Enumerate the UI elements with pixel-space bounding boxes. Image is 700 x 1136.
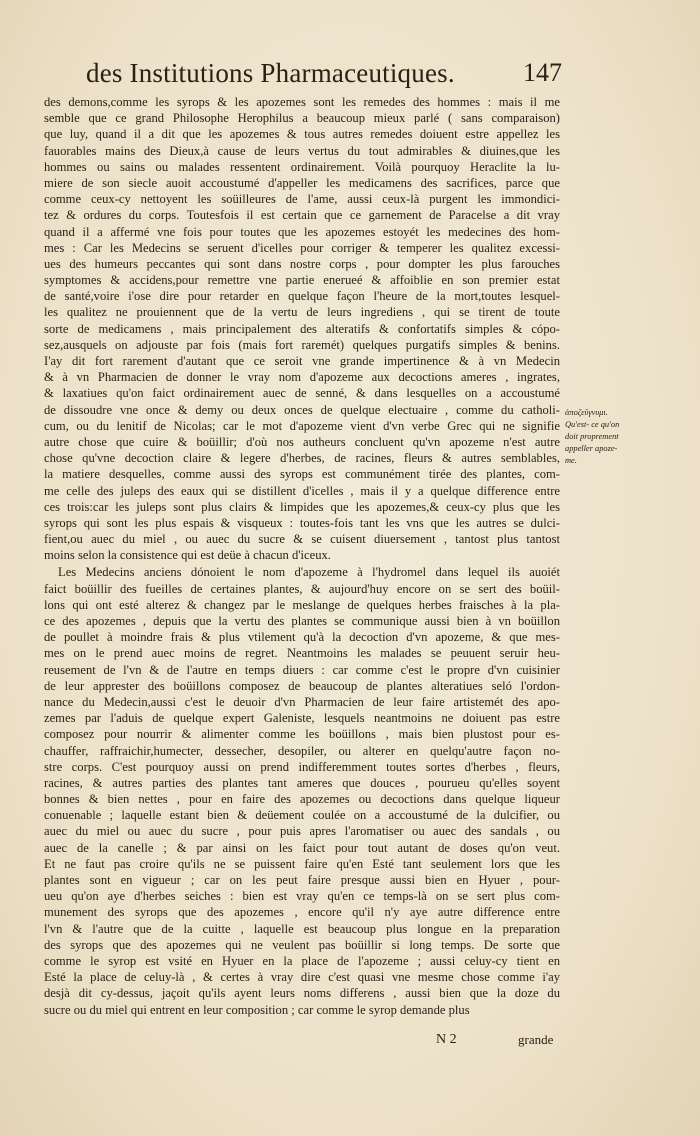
text-line: Les Medecins anciens dónoient le nom d'apozeme à l'hydromel dans lequel ils auoiét: [58, 565, 560, 580]
text-line: des syrops que des apozemes qui ne veulent pas boüillir si long temps. De sorte que: [44, 937, 560, 952]
margin-note-line: me.: [565, 456, 577, 465]
text-line: tez & ordures du corps. Toutesfois il est certain que ce garnement de Paracelse a dit vray: [44, 208, 560, 223]
catchword: grande: [518, 1032, 554, 1047]
text-line: symptomes & accidens,pour remettre vne partie enerueé & affoiblie en son premier estat: [44, 273, 560, 288]
margin-note-line: Qu'est- ce qu'on: [565, 420, 620, 429]
text-line: zemes par l'aduis de quelque expert Galeniste, lesquels neantmoins ne doiuent pas estre: [44, 711, 560, 726]
text-line: mes : Car les Medecins se seruent d'icelles pour corriger & temperer les qualitez excessi-: [44, 240, 560, 255]
text-line: chauffer, raffraichir,humecter, dessecher, desopiler, ou alterer en quelqu'autre façon no-: [44, 743, 560, 758]
text-line: bonnes & bien nettes , pour en faire des apozemes ou decoctions dans quelque liqueur: [44, 792, 560, 807]
text-line: sorte de medicamens , mais principalement des alteratifs & confortatifs simples & cópo-: [44, 321, 560, 336]
text-line: des demons,comme les syrops & les apozemes sont les remedes des hommes : mais il me: [44, 95, 560, 109]
text-line: de poullet à moindre frais & plus vtilement qu'à la decoction d'vn apozeme, & que mes-: [44, 630, 560, 645]
text-line: chose qu'vne decoction claire & legere d'herbes, de racines, fleurs & autres semblables,: [44, 451, 560, 466]
text-line: auec du miel ou auec du sucre , pour puis apres l'aromatiser ou auec des sandals , ou: [44, 824, 560, 839]
text-line: faict boüillir des fueilles de certaines plantes, & aujourd'huy encore on se sert des boüil-: [44, 581, 560, 596]
margin-note-line: appeller apoze-: [565, 444, 618, 453]
text-line: ces trois:car les juleps sont plus clairs & limpides que les apozemes,& ceux-cy plus que les: [44, 499, 560, 514]
text-line: & laxatiues qu'on faict ordinairement auec de senné, & dans lesquelles on a accoustumé: [44, 386, 560, 401]
text-line: nance du Medecin,aussi c'est le deuoir d'vn Pharmacien de leur faire artistemét des apo-: [44, 694, 560, 709]
text-line: la matiere desquelles, comme aussi des syrops est communément tirée des plantes, com-: [44, 467, 560, 482]
text-line: hommes ou sains ou malades ressentent ordinairement. Voilà pourquoy Heraclite la lu-: [44, 159, 560, 174]
text-line: syrops qui sont les plus espais & visqueux : toutes-fois tant les vns que les autres se dulci-: [44, 515, 560, 530]
text-line: de leur apprester des boüillons composez de beaucoup de plantes alteratiues seló l'ordon-: [44, 678, 560, 693]
text-line: les qualitez ne prouiennent que de la vertu de leurs ingrediens , qui se tirent de toute: [44, 305, 560, 320]
text-line: munement des syrops que des apozemes , encore qu'il n'y aye autre difference entre: [44, 905, 560, 920]
text-line: autre chose que cuire & boüillir; d'où nos autheurs concluent qu'vn apozeme n'est autre: [44, 434, 560, 449]
margin-note: [565, 407, 665, 467]
margin-note-line: ἀποζεῦγνυμι.: [565, 408, 608, 417]
text-line: cum, ou du lenitif de Nicolas; car le mot d'apozeme vient d'vn verbe Grec qui ne signifie: [44, 418, 560, 433]
text-line: moins selon la consistence qui est deüe à chacun d'iceux.: [44, 548, 331, 563]
text-line: sez,ausquels on adjouste par fois (mais fort raremét) quelques purgatifs simples & benins.: [44, 337, 560, 352]
text-line: Et ne faut pas croire qu'ils ne se puissent faire qu'en Esté tant seulement lors que les: [44, 856, 560, 871]
text-line: lons qui ont esté alterez & changez par le meslange de quelques herbes fraisches à la pla-: [44, 597, 560, 612]
text-line: miere de son siecle auoit accoustumé d'appeller les medicamens des sacrifices, parce que: [44, 175, 560, 190]
text-line: ce des apozemes , depuis que la vertu des plantes se communique aussi bien à vn boüillon: [44, 614, 560, 628]
page-number: 147: [523, 58, 562, 87]
text-line: auec de la canelle ; & par ainsi on les faict pour tout autant de doses qu'on veut.: [44, 840, 560, 855]
text-line: comme le syrop est vsité en Hyuer en la place de l'apozeme ; aussi celuy-cy tient en: [44, 953, 560, 968]
text-line: plantes sont en vigueur ; car on les peut faire presque aussi bien en Hyuer , pour-: [44, 873, 560, 887]
text-line: composez pour nourrir & alimenter comme les boüillons , mais bien plustost pour es-: [44, 727, 560, 742]
text-line: semble que ce grand Philosophe Herophilus a beaucoup mieux parlé ( sans comparaison): [44, 111, 560, 126]
paragraph-1: [44, 94, 560, 563]
text-line: I'ay dit fort rarement d'autant que ce seroit vne grande impertinence & à vn Medecin: [44, 354, 560, 368]
text-line: fient,ou auec du miel , ou auec du sucre & se cuisent diuersement , tantost plus tantost: [44, 532, 560, 547]
text-line: l'vn & l'autre que de la cuitte , laquelle est beaucoup plus longue en la preparation: [44, 921, 560, 936]
text-line: & à vn Pharmacien de donner le vray nom d'apozeme aux decoctions ameres , ingrates,: [44, 370, 560, 385]
text-line: sucre ou du miel qui entrent en leur composition ; car comme le syrop demande plus: [44, 1002, 470, 1017]
text-line: fauorables mains des Dieux,à cause de leurs vertus du tout admirables & diuines,que les: [44, 143, 560, 158]
page-header: [86, 58, 562, 92]
text-line: de dissoudre vne once & demy ou deux onces de quelque electuaire , comme du catholi-: [44, 402, 560, 417]
text-line: ues des humeurs peccantes qui sont dans nostre corps , pour dompter les plus farouches: [44, 256, 560, 271]
text-line: stre corps. C'est pourquoy aussi on prend indifferemment toutes sortes d'herbes , fleurs,: [44, 759, 560, 774]
text-line: de santé,voire i'ose dire pour retarder en quelque façon l'heure de la mort,toutes lesquel-: [44, 289, 560, 304]
running-title: des Institutions Pharmaceutiques.: [86, 58, 455, 88]
text-line: reusement de l'vn & de l'autre en temps diuers : car comme c'est le propre d'vn cuisinier: [44, 662, 560, 677]
margin-note-line: doit proprement: [565, 432, 619, 441]
text-line: desjà dit cy-dessus, jaçoit qu'ils ayent leurs noms differens , aussi bien que la doze du: [44, 986, 560, 1001]
text-line: mes on le prend auec moins de regret. Neantmoins les malades se peuuent seruir heu-: [44, 646, 560, 661]
text-line: quand il a affermé vne fois pour toutes que les apozemes estoyét les medecines des hom-: [44, 224, 560, 239]
signature-mark: N 2: [436, 1032, 457, 1047]
text-line: conuenable ; laquelle estant bien & deüement coulée on a accoustumé de la dulcifier, ou: [44, 808, 560, 823]
text-line: comme ceux-cy nettoyent les soüilleures de l'ame, aussi ceux-là purgent les immondici-: [44, 192, 560, 207]
text-line: Esté la place de celuy-là , & certes à vray dire c'est quasi vne mesme chose comme i'ay: [44, 970, 560, 985]
text-line: ueu qu'on aye d'herbes seiches : bien est vray qu'en ce temps-là on se sert plus com-: [44, 889, 560, 904]
body-text: [44, 94, 560, 1018]
paragraph-2: [44, 564, 560, 1017]
text-line: que luy, quand il a dit que les apozemes & tous autres remedes doiuent estre appellez les: [44, 127, 560, 142]
text-line: me celle des juleps des eaux qui se distillent d'icelles , mais il y a quelque difference entre: [44, 483, 560, 498]
text-line: racines, & autres parties des plantes tant ameres que douces , pourueu qu'elles soyent: [44, 775, 560, 790]
